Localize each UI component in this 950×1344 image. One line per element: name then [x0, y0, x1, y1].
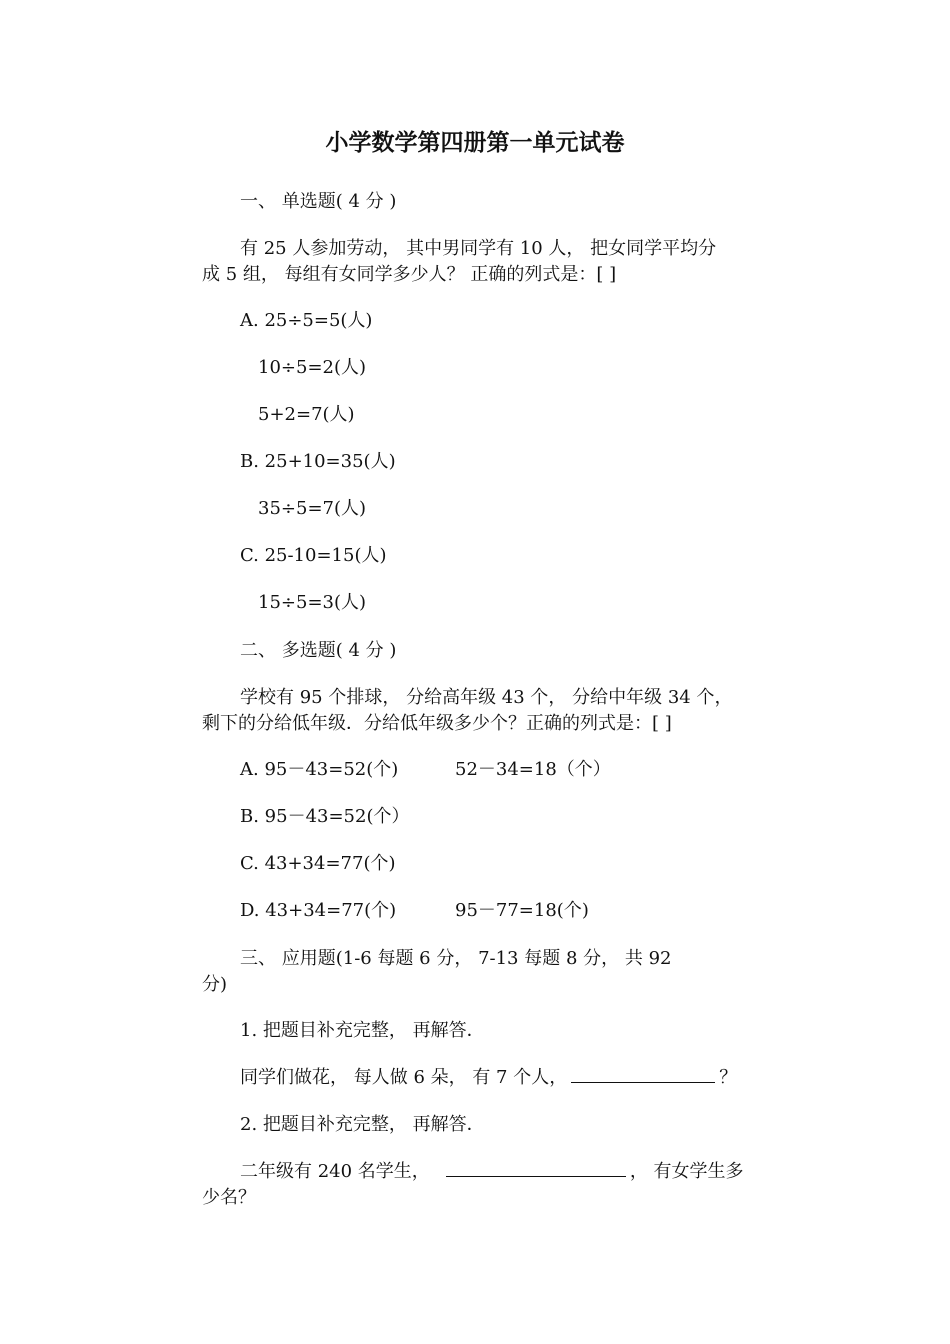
- section2-option-c: C. 43+34=77(个): [240, 853, 396, 874]
- question1-answer-blank[interactable]: [571, 1081, 715, 1083]
- page-title: 小学数学第四册第一单元试卷: [325, 129, 625, 156]
- question2-text-body: 二年级有 240 名学生，: [240, 1161, 430, 1182]
- section1-option-c: C. 25-10=15(人): [240, 545, 387, 566]
- section2-option-d: D. 43+34=77(个): [240, 900, 397, 921]
- question1-label: 1. 把题目补充完整， 再解答．: [240, 1020, 485, 1041]
- section1-option-b-step2: 35÷5=7(人): [258, 498, 367, 519]
- question2-text-tail: ， 有女学生多: [629, 1161, 744, 1182]
- question2-answer-blank[interactable]: [446, 1175, 626, 1177]
- question2-label: 2. 把题目补充完整， 再解答．: [240, 1114, 485, 1135]
- section3-heading-line1: 三、 应用题(1-6 每题 6 分， 7-13 每题 8 分， 共 92: [240, 948, 672, 969]
- section1-heading: 一、 单选题( 4 分 ): [240, 191, 397, 212]
- section2-option-a: A. 95－43=52(个): [240, 759, 399, 780]
- section2-question-line2: 剩下的分给低年级．分给低年级多少个？正确的列式是：[ ]: [202, 713, 672, 734]
- section2-option-a-step2: 52－34=18（个）: [455, 759, 611, 780]
- section2-question-line1: 学校有 95 个排球， 分给高年级 43 个， 分给中年级 34 个，: [240, 687, 733, 708]
- section1-option-a: A. 25÷5=5(人): [240, 310, 373, 331]
- question2-text-line2: 少名？: [202, 1187, 256, 1208]
- section3-heading-line2: 分): [202, 974, 228, 995]
- question2-text: [240, 1160, 744, 1184]
- section1-option-a-step2: 10÷5=2(人): [258, 357, 367, 378]
- section1-question-line1: 有 25 人参加劳动， 其中男同学有 10 人， 把女同学平均分: [240, 238, 717, 259]
- section1-option-c-step2: 15÷5=3(人): [258, 592, 367, 613]
- section2-option-b: B. 95－43=52(个）: [240, 806, 410, 827]
- section2-heading: 二、 多选题( 4 分 ): [240, 640, 397, 661]
- section2-option-d-step2: 95－77=18(个): [455, 900, 589, 921]
- section1-question-line2: 成 5 组， 每组有女同学多少人？ 正确的列式是：[ ]: [202, 264, 617, 285]
- section1-option-a-step3: 5+2=7(人): [258, 404, 355, 425]
- question1-text: [240, 1066, 737, 1090]
- section1-option-b: B. 25+10=35(人): [240, 451, 396, 472]
- question1-text-body: 同学们做花， 每人做 6 朵， 有 7 个人，: [240, 1067, 568, 1088]
- question1-text-tail: ？: [719, 1067, 738, 1088]
